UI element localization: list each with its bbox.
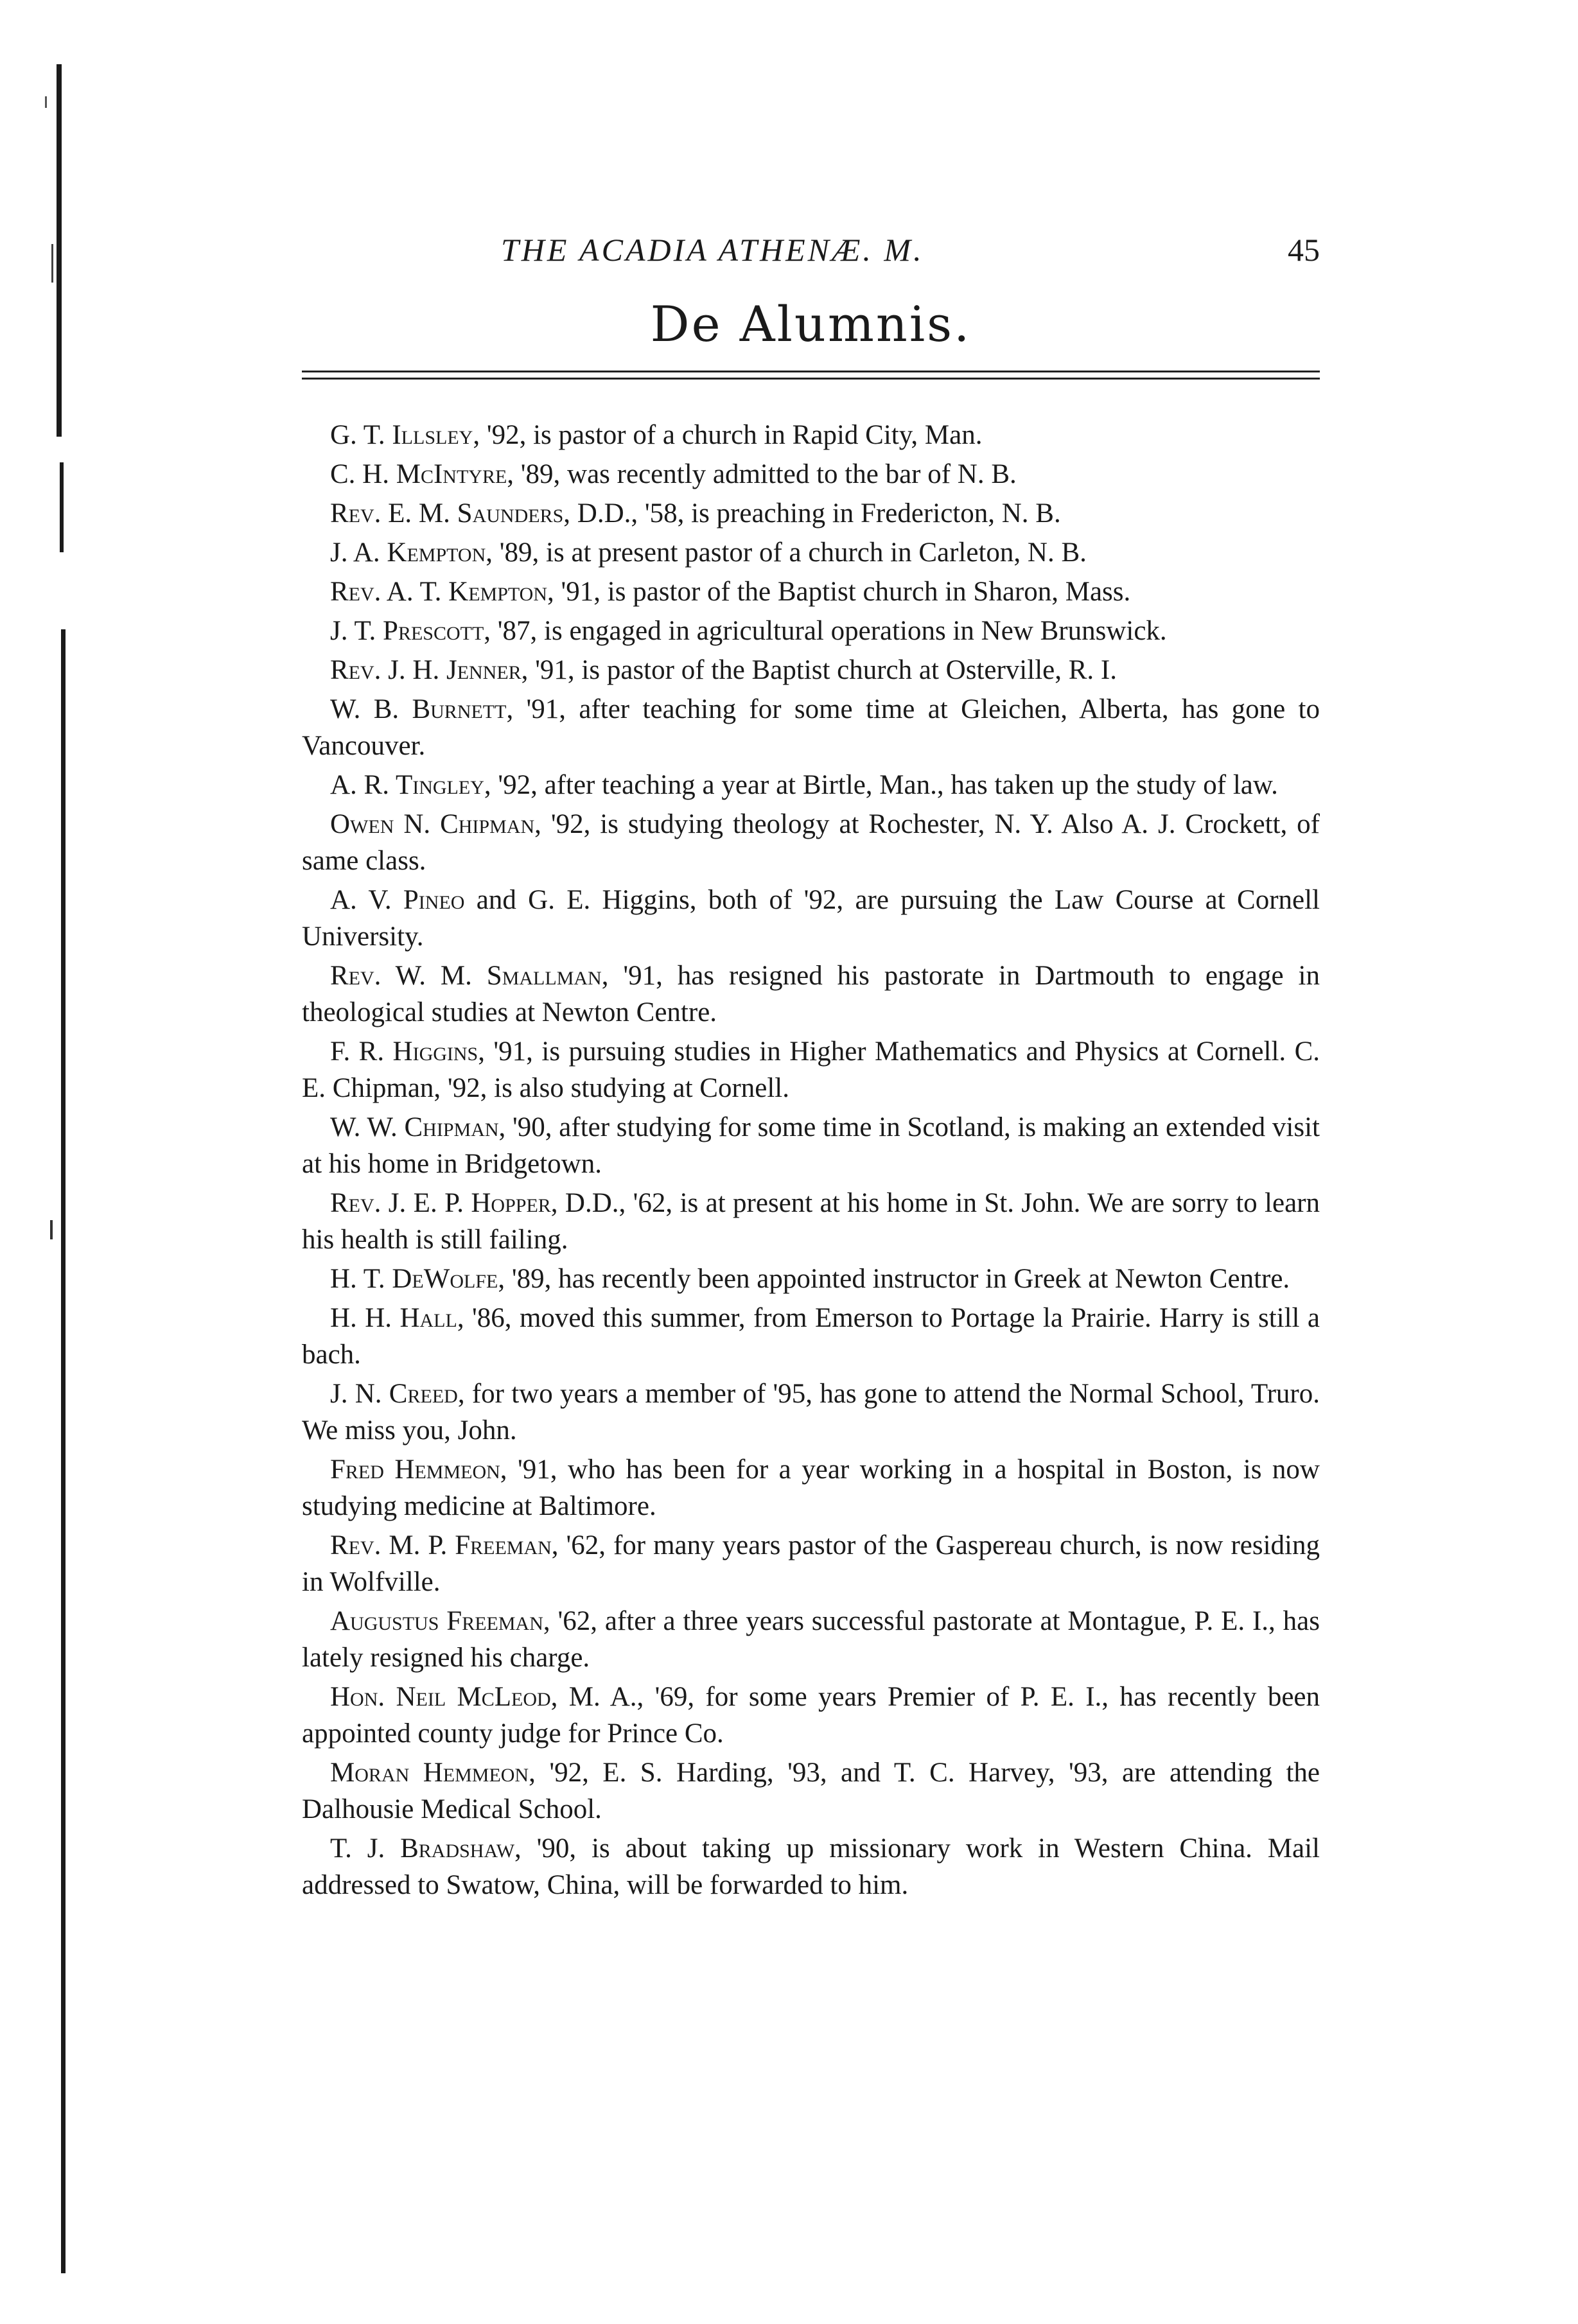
alumni-note: [302, 1603, 1320, 1676]
alumni-note: [302, 417, 1320, 453]
alumni-note-text: '90, is about taking up missionary work in Western China. Mail addressed to Swatow, China, will be forwarded to him.: [302, 1833, 1320, 1900]
alumni-note-text: '92, E. S. Harding, '93, and T. C. Harvey, '93, are attending the Dalhousie Medical School.: [302, 1758, 1320, 1824]
alumni-name: Rev. E. M. Saunders,: [330, 498, 571, 529]
alumni-note-text: M. A., '69, for some years Premier of P. E. I., has recently been appointed county judge for Prince Co.: [302, 1682, 1320, 1749]
alumni-note-text: '89, has recently been appointed instructor in Greek at Newton Centre.: [505, 1264, 1290, 1294]
alumni-note-text: D.D., '58, is preaching in Fredericton, N. B.: [570, 498, 1061, 529]
alumni-note-text: and G. E. Higgins, both of '92, are pursuing the Law Course at Cornell University.: [302, 885, 1320, 952]
alumni-note-text: '89, is at present pastor of a church in Carleton, N. B.: [493, 537, 1087, 568]
alumni-name: H. H. Hall,: [330, 1303, 464, 1333]
alumni-name: C. H. McIntyre,: [330, 459, 514, 489]
alumni-name: F. R. Higgins,: [330, 1036, 485, 1067]
alumni-notes: [302, 417, 1320, 1903]
alumni-note: [302, 1261, 1320, 1297]
alumni-name: Owen N. Chipman,: [330, 809, 541, 839]
alumni-note-text: '91, after teaching for some time at Gleichen, Alberta, has gone to Vancouver.: [302, 694, 1320, 761]
alumni-note-text: '91, has resigned his pastorate in Dartmouth to engage in theological studies at Newton Centre.: [302, 961, 1320, 1027]
alumni-note: [302, 613, 1320, 649]
journal-page: [302, 218, 1320, 1906]
alumni-note: [302, 1527, 1320, 1600]
alumni-name: H. T. DeWolfe,: [330, 1264, 505, 1294]
alumni-note: [302, 495, 1320, 532]
alumni-note: [302, 1300, 1320, 1373]
alumni-note: [302, 652, 1320, 688]
alumni-note: [302, 456, 1320, 493]
alumni-note: [302, 573, 1320, 610]
alumni-note: [302, 691, 1320, 764]
double-rule-bottom: [302, 378, 1320, 380]
page-number: 45: [1288, 232, 1320, 268]
alumni-name: W. W. Chipman,: [330, 1112, 506, 1142]
double-rule-top: [302, 371, 1320, 372]
alumni-note-text: '91, who has been for a year working in a hospital in Boston, is now studying medicine at Baltimore.: [302, 1455, 1320, 1521]
alumni-note-text: '92, is pastor of a church in Rapid City, Man.: [480, 420, 983, 450]
alumni-note: [302, 767, 1320, 803]
alumni-note-text: '91, is pastor of the Baptist church in Sharon, Mass.: [554, 577, 1131, 607]
alumni-note: [302, 1376, 1320, 1449]
alumni-note-text: D.D., '62, is at present at his home in St. John. We are sorry to learn his health is still failing.: [302, 1188, 1320, 1255]
scan-binding-edge: [0, 0, 77, 2324]
alumni-name: J. T. Prescott,: [330, 616, 491, 646]
alumni-name: Rev. A. T. Kempton,: [330, 577, 554, 607]
alumni-note-text: '62, for many years pastor of the Gaspereau church, is now residing in Wolfville.: [302, 1530, 1320, 1597]
alumni-note: [302, 1033, 1320, 1106]
alumni-note-text: '90, after studying for some time in Scotland, is making an extended visit at his home in Bridgetown.: [302, 1112, 1320, 1179]
alumni-note: [302, 1830, 1320, 1903]
journal-title: THE ACADIA ATHENÆ. M.: [501, 232, 924, 268]
alumni-name: Augustus Freeman,: [330, 1606, 550, 1636]
alumni-note: [302, 806, 1320, 879]
alumni-name: Rev. M. P. Freeman,: [330, 1530, 559, 1560]
section-title: De Alumnis.: [650, 295, 972, 353]
alumni-name: Fred Hemmeon,: [330, 1455, 507, 1485]
alumni-name: Rev. J. E. P. Hopper,: [330, 1188, 558, 1218]
alumni-note: [302, 882, 1320, 955]
alumni-name: A. R. Tingley,: [330, 770, 491, 800]
alumni-name: T. J. Bradshaw,: [330, 1833, 522, 1864]
alumni-note: [302, 1451, 1320, 1525]
alumni-note: [302, 1679, 1320, 1752]
alumni-name: J. A. Kempton,: [330, 537, 493, 568]
alumni-name: A. V. Pineo: [330, 885, 465, 915]
alumni-note-text: for two years a member of '95, has gone to attend the Normal School, Truro. We miss you, John.: [302, 1379, 1320, 1446]
alumni-note: [302, 1185, 1320, 1258]
alumni-note-text: '87, is engaged in agricultural operations in New Brunswick.: [491, 616, 1167, 646]
alumni-note-text: '91, is pursuing studies in Higher Mathematics and Physics at Cornell. C. E. Chipman, '92, is also studying at Cornell.: [302, 1036, 1320, 1103]
alumni-note: [302, 1109, 1320, 1182]
alumni-name: W. B. Burnett,: [330, 694, 514, 724]
running-head: [302, 218, 1320, 276]
alumni-note-text: '62, after a three years successful pastorate at Montague, P. E. I., has lately resigned his charge.: [302, 1606, 1320, 1673]
alumni-note: [302, 534, 1320, 571]
alumni-note-text: '86, moved this summer, from Emerson to Portage la Prairie. Harry is still a bach.: [302, 1303, 1320, 1370]
alumni-name: G. T. Illsley,: [330, 420, 480, 450]
alumni-note-text: '92, after teaching a year at Birtle, Man., has taken up the study of law.: [491, 770, 1278, 800]
alumni-name: Hon. Neil McLeod,: [330, 1682, 558, 1712]
alumni-name: Rev. J. H. Jenner,: [330, 655, 529, 685]
alumni-note-text: '92, is studying theology at Rochester, N. Y. Also A. J. Crockett, of same class.: [302, 809, 1320, 876]
alumni-note: [302, 1754, 1320, 1828]
alumni-name: Rev. W. M. Smallman,: [330, 961, 609, 991]
alumni-name: Moran Hemmeon,: [330, 1758, 536, 1788]
alumni-note-text: '89, was recently admitted to the bar of N. B.: [514, 459, 1017, 489]
alumni-name: J. N. Creed,: [330, 1379, 465, 1409]
alumni-note-text: '91, is pastor of the Baptist church at Osterville, R. I.: [528, 655, 1117, 685]
alumni-note: [302, 957, 1320, 1031]
